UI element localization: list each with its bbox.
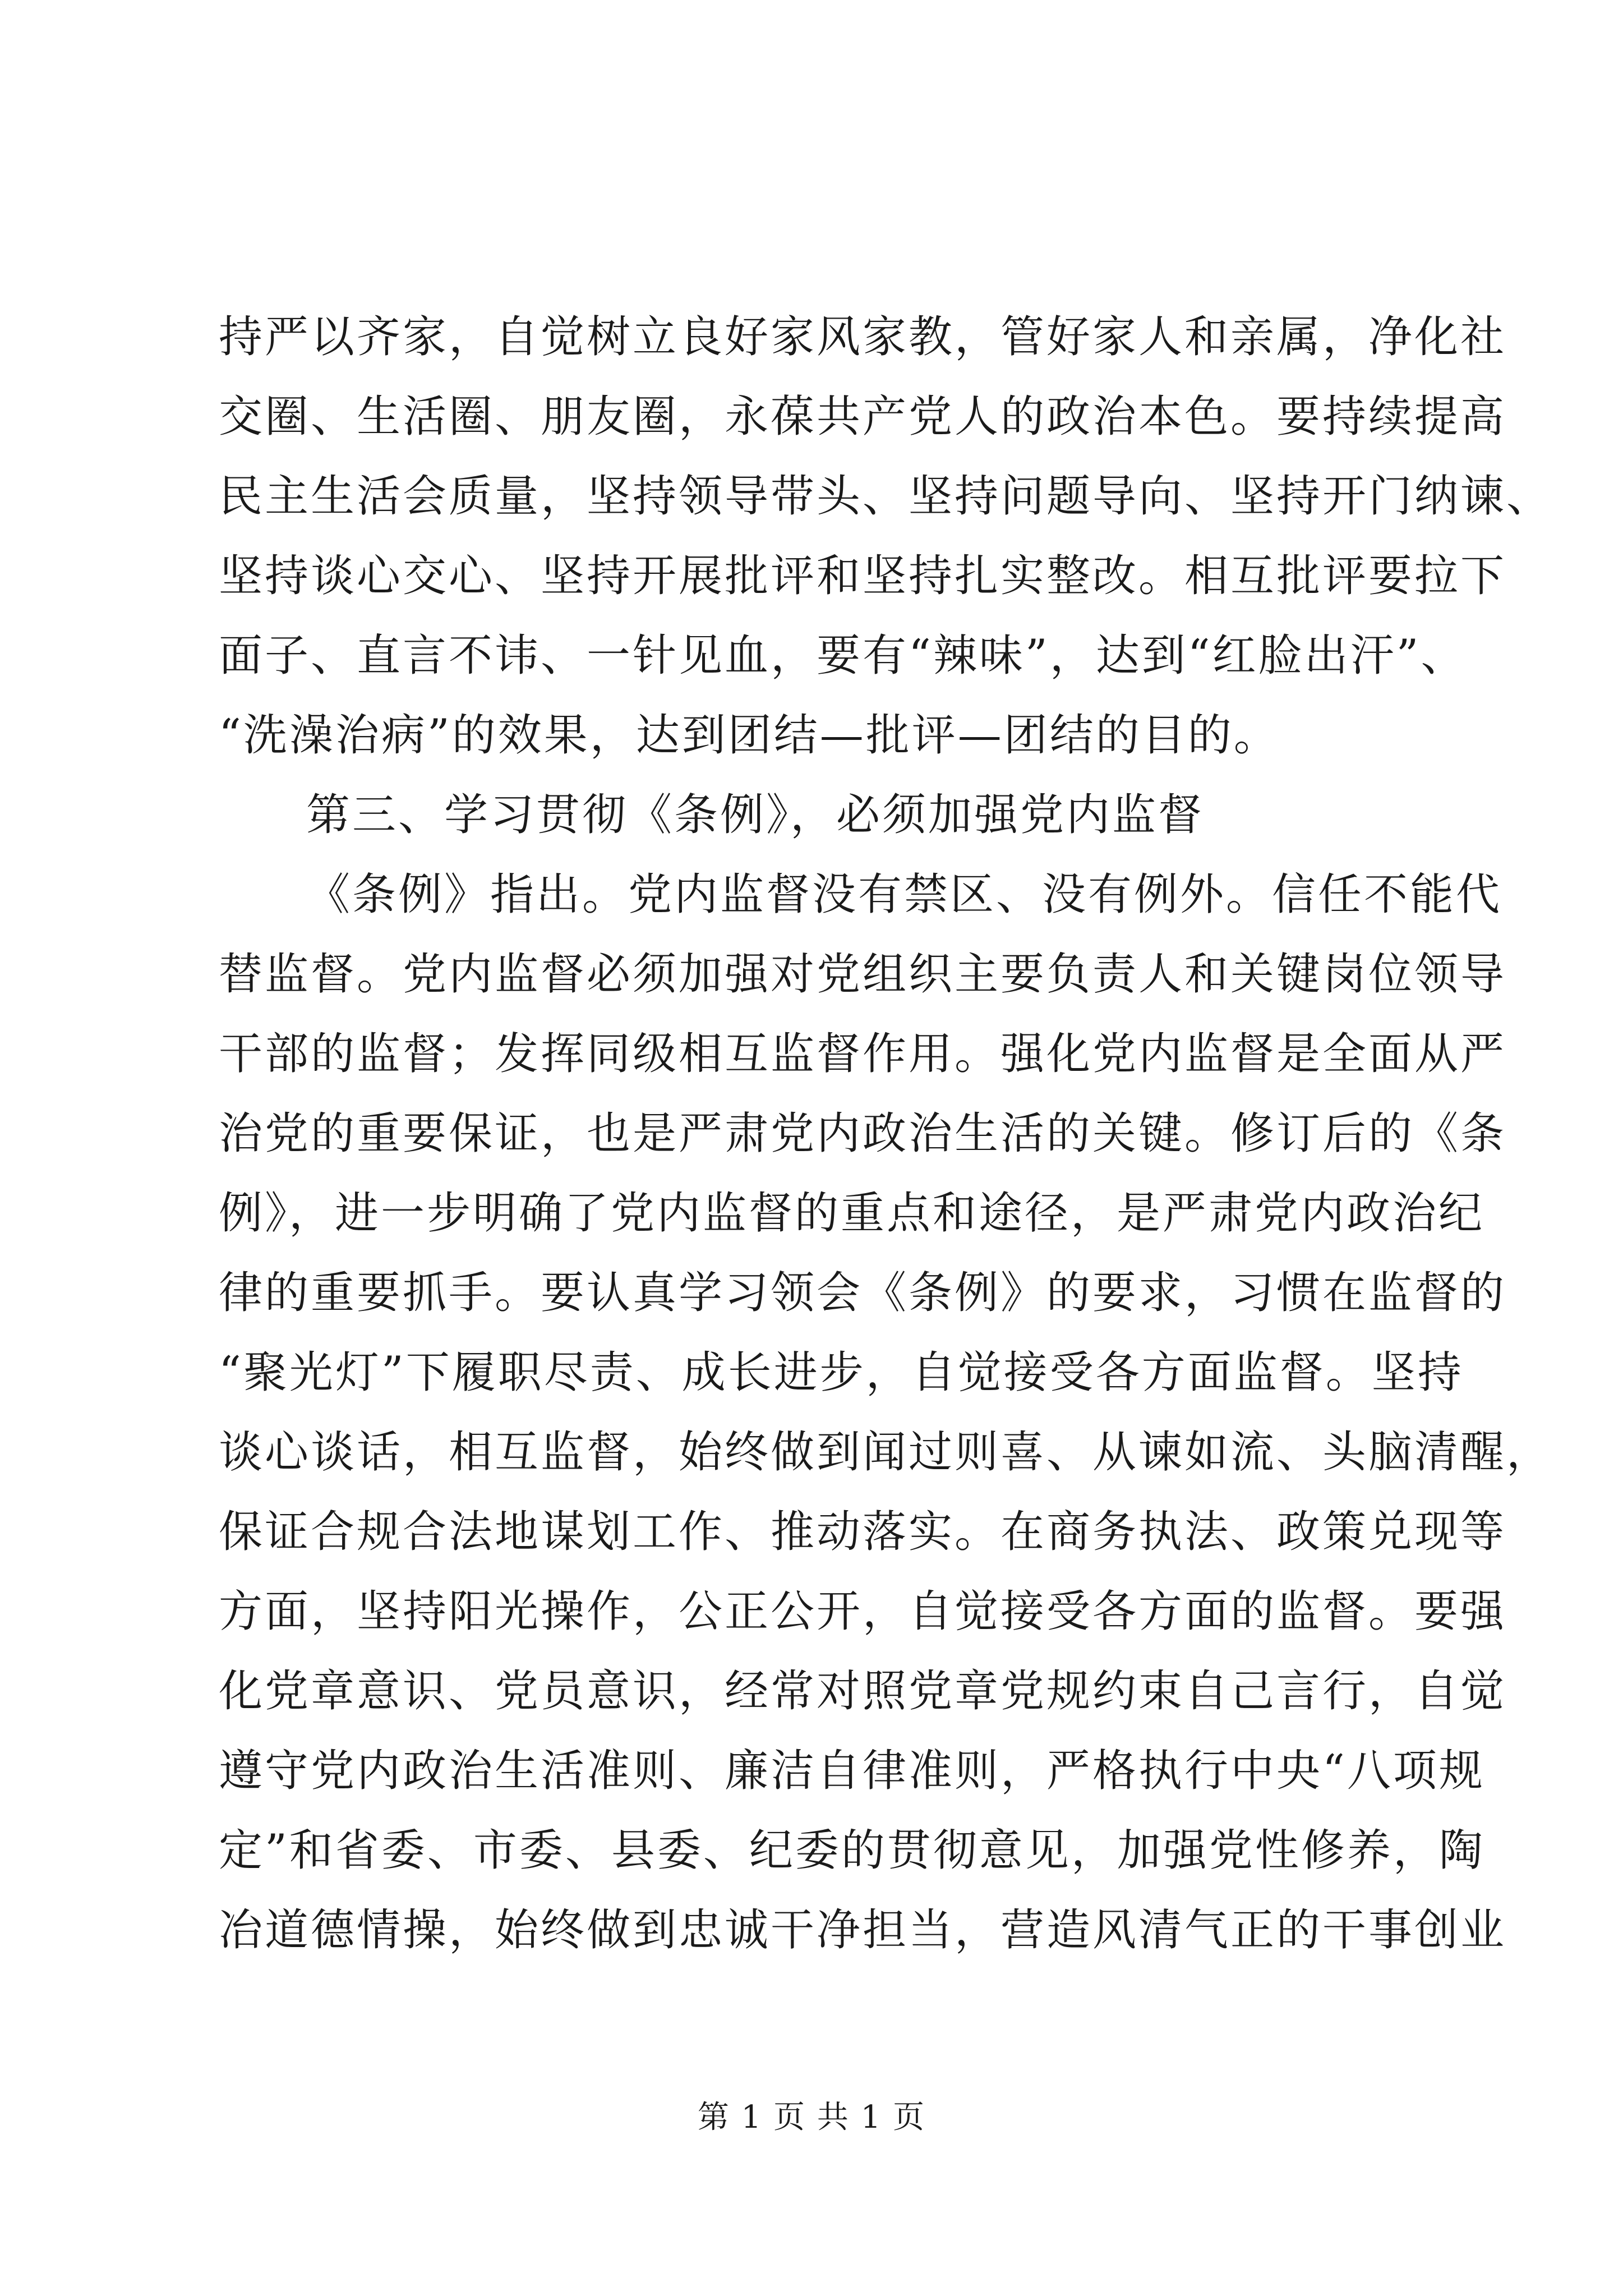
text-line: 面子、直言不讳、一针见血，要有“辣味”，达到“红脸出汗”、 <box>219 631 1467 681</box>
text-line: 持严以齐家，自觉树立良好家风家教，管好家人和亲属，净化社 <box>219 312 1507 362</box>
text-line: 替监督。党内监督必须加强对党组织主要负责人和关键岗位领导 <box>219 949 1507 1000</box>
text-line: 冶道德情操，始终做到忠诚干净担当，营造风清气正的干事创业 <box>219 1905 1507 1955</box>
section-heading: 第三、学习贯彻《条例》，必须加强党内监督 <box>306 790 1205 840</box>
text-line: 定”和省委、市委、县委、纪委的贯彻意见，加强党性修养，陶 <box>219 1825 1485 1876</box>
text-line: 遵守党内政治生活准则、廉洁自律准则，严格执行中央“八项规 <box>219 1746 1485 1796</box>
text-line: 交圈、生活圈、朋友圈，永葆共产党人的政治本色。要持续提高 <box>219 392 1507 442</box>
text-line: 保证合规合法地谋划工作、推动落实。在商务执法、政策兑现等 <box>219 1507 1507 1557</box>
text-line: 治党的重要保证，也是严肃党内政治生活的关键。修订后的《条 <box>219 1108 1507 1159</box>
text-line: 《条例》指出。党内监督没有禁区、没有例外。信任不能代 <box>306 869 1502 920</box>
page-footer: 第 1 页 共 1 页 <box>697 2099 926 2136</box>
text-line: 干部的监督；发挥同级相互监督作用。强化党内监督是全面从严 <box>219 1029 1507 1079</box>
text-line: “聚光灯”下履职尽责、成长进步，自觉接受各方面监督。坚持 <box>219 1347 1464 1398</box>
text-line: “洗澡治病”的效果，达到团结—批评—团结的目的。 <box>219 710 1280 761</box>
text-line: 化党章意识、党员意识，经常对照党章党规约束自己言行，自觉 <box>219 1666 1507 1717</box>
document-body <box>219 297 1553 1970</box>
text-line: 民主生活会质量，坚持领导带头、坚持问题导向、坚持开门纳谏、 <box>219 471 1553 522</box>
text-line: 方面，坚持阳光操作，公正公开，自觉接受各方面的监督。要强 <box>219 1586 1507 1637</box>
text-line: 坚持谈心交心、坚持开展批评和坚持扎实整改。相互批评要拉下 <box>219 551 1507 601</box>
text-line: 谈心谈话，相互监督，始终做到闻过则喜、从谏如流、头脑清醒， <box>219 1427 1553 1478</box>
text-line: 例》，进一步明确了党内监督的重点和途径，是严肃党内政治纪 <box>219 1188 1485 1239</box>
text-line: 律的重要抓手。要认真学习领会《条例》的要求，习惯在监督的 <box>219 1268 1507 1318</box>
